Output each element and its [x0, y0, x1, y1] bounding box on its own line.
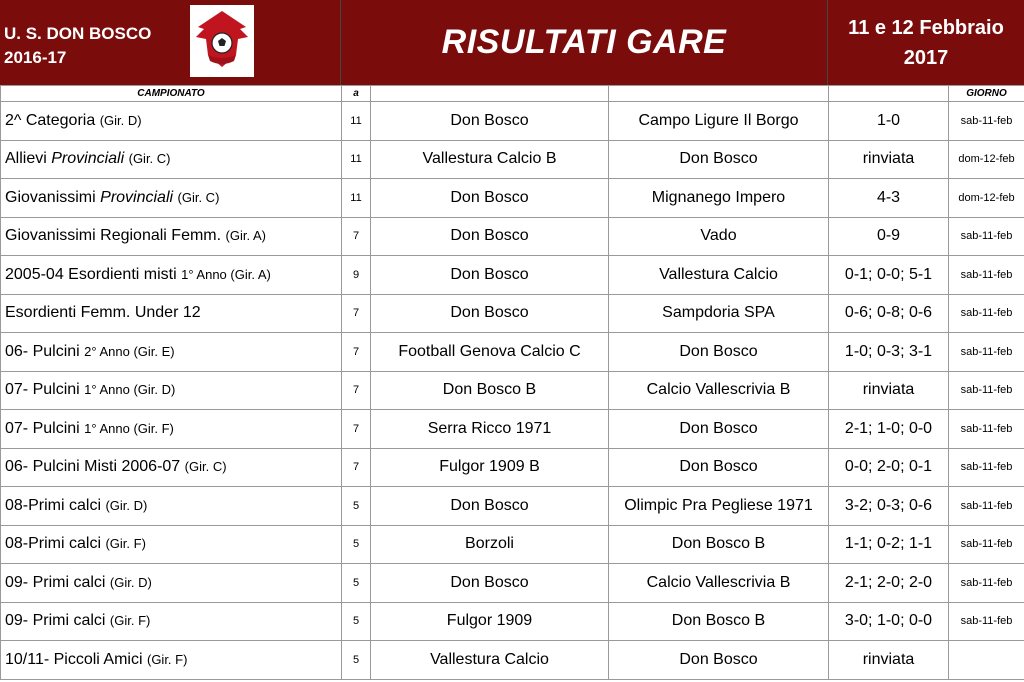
club-name [4, 22, 151, 70]
match-result: 3-2; 0-3; 0-6 [829, 487, 949, 526]
match-result: 1-0 [829, 102, 949, 141]
away-team: Don Bosco [609, 140, 829, 179]
round-number: 7 [342, 294, 371, 333]
match-day: sab-11-feb [949, 525, 1024, 564]
championship-group: 2° Anno (Gir. E) [84, 343, 175, 359]
table-row [1, 564, 1024, 603]
match-day: dom-12-feb [949, 179, 1024, 218]
match-result: 1-1; 0-2; 1-1 [829, 525, 949, 564]
table-row [1, 410, 1024, 449]
championship-cell [1, 333, 342, 372]
results-table [0, 85, 1024, 680]
match-result: 2-1; 2-0; 2-0 [829, 564, 949, 603]
championship-cell [1, 179, 342, 218]
home-team: Don Bosco [371, 102, 609, 141]
match-result: rinviata [829, 641, 949, 680]
championship-name: Allievi [5, 150, 52, 168]
match-day: sab-11-feb [949, 294, 1024, 333]
away-team: Don Bosco [609, 448, 829, 487]
table-row [1, 448, 1024, 487]
championship-group: 1° Anno (Gir. D) [84, 382, 176, 398]
championship-cell [1, 602, 342, 641]
championship-cell [1, 256, 342, 295]
date-year: 2017 [903, 46, 949, 69]
table-row [1, 102, 1024, 141]
championship-name: 08-Primi calci [5, 535, 102, 553]
match-result: 1-0; 0-3; 3-1 [829, 333, 949, 372]
round-number: 11 [342, 102, 371, 141]
round-number: 7 [342, 410, 371, 449]
round-number: 5 [342, 602, 371, 641]
championship-name: 2^ Categoria [5, 111, 96, 129]
championship-group: (Gir. C) [184, 459, 227, 475]
championship-group: (Gir. A) [225, 228, 266, 244]
away-team: Campo Ligure Il Borgo [609, 102, 829, 141]
header-a: a [342, 86, 371, 102]
round-number: 7 [342, 333, 371, 372]
season: 2016-17 [4, 48, 67, 67]
championship-group: (Gir. F) [105, 536, 146, 552]
championship-level: Provinciali [51, 150, 125, 168]
home-team: Don Bosco [371, 217, 609, 256]
championship-name: 09- Primi calci [5, 612, 106, 630]
round-number: 5 [342, 487, 371, 526]
away-team: Calcio Vallescrivia B [609, 371, 829, 410]
championship-name: Giovanissimi Regionali Femm. [5, 227, 222, 245]
championship-cell [1, 525, 342, 564]
match-day: sab-11-feb [949, 333, 1024, 372]
match-day: sab-11-feb [949, 102, 1024, 141]
home-team: Don Bosco [371, 256, 609, 295]
round-number: 5 [342, 525, 371, 564]
home-team: Don Bosco [371, 564, 609, 603]
away-team: Don Bosco B [609, 602, 829, 641]
match-day: sab-11-feb [949, 217, 1024, 256]
round-number: 9 [342, 256, 371, 295]
away-team: Olimpic Pra Pegliese 1971 [609, 487, 829, 526]
championship-name: 08-Primi calci [5, 496, 102, 514]
championship-group: (Gir. D) [105, 497, 148, 513]
match-result: 0-0; 2-0; 0-1 [829, 448, 949, 487]
championship-cell [1, 487, 342, 526]
match-day [949, 641, 1024, 680]
header-away [609, 86, 829, 102]
championship-group: (Gir. D) [109, 574, 152, 590]
match-day: sab-11-feb [949, 256, 1024, 295]
match-result: 3-0; 1-0; 0-0 [829, 602, 949, 641]
match-result: rinviata [829, 371, 949, 410]
home-team: Don Bosco [371, 487, 609, 526]
home-team: Borzoli [371, 525, 609, 564]
match-day: sab-11-feb [949, 448, 1024, 487]
match-result: 0-9 [829, 217, 949, 256]
table-row [1, 525, 1024, 564]
table-row [1, 333, 1024, 372]
championship-name: 10/11- Piccoli Amici [5, 650, 143, 668]
date-cell [828, 0, 1024, 85]
match-day: sab-11-feb [949, 564, 1024, 603]
away-team: Calcio Vallescrivia B [609, 564, 829, 603]
date-line: 11 e 12 Febbraio [848, 16, 1004, 39]
table-row [1, 256, 1024, 295]
round-number: 7 [342, 448, 371, 487]
championship-cell [1, 448, 342, 487]
header-home [371, 86, 609, 102]
championship-group: (Gir. D) [99, 112, 142, 128]
away-team: Don Bosco [609, 410, 829, 449]
home-team: Vallestura Calcio [371, 641, 609, 680]
championship-cell [1, 140, 342, 179]
match-result: 2-1; 1-0; 0-0 [829, 410, 949, 449]
away-team: Don Bosco [609, 333, 829, 372]
table-row [1, 487, 1024, 526]
round-number: 7 [342, 371, 371, 410]
table-row [1, 179, 1024, 218]
page-title: RISULTATI GARE [441, 23, 727, 61]
championship-group: (Gir. F) [109, 613, 151, 629]
match-result: 0-6; 0-8; 0-6 [829, 294, 949, 333]
table-row [1, 641, 1024, 680]
match-day: sab-11-feb [949, 487, 1024, 526]
home-team: Fulgor 1909 [371, 602, 609, 641]
championship-name: 07- Pulcini [5, 381, 80, 399]
match-day: sab-11-feb [949, 602, 1024, 641]
championship-cell [1, 564, 342, 603]
round-number: 5 [342, 564, 371, 603]
away-team: Sampdoria SPA [609, 294, 829, 333]
away-team: Vado [609, 217, 829, 256]
match-result: 0-1; 0-0; 5-1 [829, 256, 949, 295]
club-logo [190, 5, 254, 77]
column-header-row [1, 86, 1024, 102]
championship-group: 1° Anno (Gir. F) [84, 420, 174, 436]
club-cell [0, 0, 341, 85]
home-team: Football Genova Calcio C [371, 333, 609, 372]
championship-group: (Gir. C) [177, 189, 220, 205]
championship-cell [1, 410, 342, 449]
away-team: Vallestura Calcio [609, 256, 829, 295]
championship-group: 1° Anno (Gir. A) [181, 266, 271, 282]
header-result [829, 86, 949, 102]
away-team: Don Bosco B [609, 525, 829, 564]
match-day: dom-12-feb [949, 140, 1024, 179]
championship-cell [1, 102, 342, 141]
round-number: 5 [342, 641, 371, 680]
table-row [1, 602, 1024, 641]
championship-name: Giovanissimi [5, 188, 101, 206]
championship-cell [1, 641, 342, 680]
table-row [1, 294, 1024, 333]
round-number: 11 [342, 140, 371, 179]
table-row [1, 217, 1024, 256]
home-team: Serra Ricco 1971 [371, 410, 609, 449]
championship-group: (Gir. C) [128, 151, 171, 167]
match-day: sab-11-feb [949, 371, 1024, 410]
home-team: Fulgor 1909 B [371, 448, 609, 487]
table-row [1, 371, 1024, 410]
championship-cell [1, 294, 342, 333]
away-team: Don Bosco [609, 641, 829, 680]
championship-name: 09- Primi calci [5, 573, 106, 591]
header-campionato: CAMPIONATO [1, 86, 342, 102]
championship-level: Provinciali [100, 188, 174, 206]
home-team: Don Bosco [371, 294, 609, 333]
championship-cell [1, 217, 342, 256]
match-result: 4-3 [829, 179, 949, 218]
championship-name: 06- Pulcini Misti 2006-07 [5, 458, 181, 476]
home-team: Don Bosco B [371, 371, 609, 410]
championship-group: (Gir. F) [146, 651, 188, 667]
club-name-line: U. S. DON BOSCO [4, 24, 152, 43]
header-giorno: GIORNO [949, 86, 1024, 102]
championship-name: Esordienti Femm. Under 12 [5, 304, 201, 322]
championship-name: 06- Pulcini [5, 342, 80, 360]
header-band [0, 0, 1024, 85]
championship-cell [1, 371, 342, 410]
table-row [1, 140, 1024, 179]
home-team: Vallestura Calcio B [371, 140, 609, 179]
match-day: sab-11-feb [949, 410, 1024, 449]
round-number: 11 [342, 179, 371, 218]
championship-name: 2005-04 Esordienti misti [5, 265, 177, 283]
championship-name: 07- Pulcini [5, 419, 80, 437]
title-cell [341, 0, 828, 85]
match-result: rinviata [829, 140, 949, 179]
home-team: Don Bosco [371, 179, 609, 218]
away-team: Mignanego Impero [609, 179, 829, 218]
round-number: 7 [342, 217, 371, 256]
